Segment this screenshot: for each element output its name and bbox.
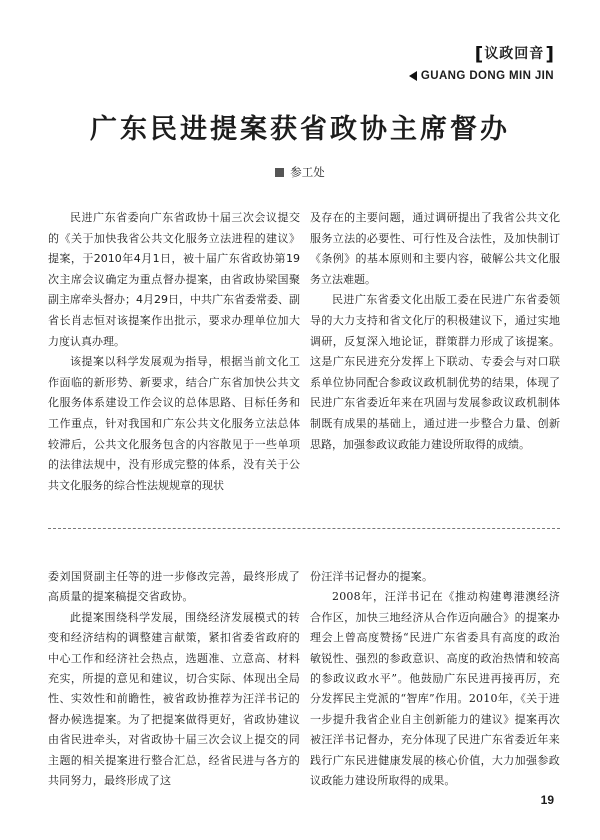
paragraph: 及存在的主要问题，通过调研提出了我省公共文化服务立法的必要性、可行性及合法性，及加快制订《条例》的基本原则和主要内容，破解公共文化服务立法难题。 xyxy=(310,211,560,286)
paragraph: 此提案围绕科学发展，围绕经济发展模式的转变和经济结构的调整建言献策，紧扣省委省政府的中心工作和经济社会热点，选题准、立意高、材料充实，所提的意见和建议，切合实际、体现出全局性、实效性和前瞻性，被省政协推荐为汪洋书记的督办候选提案。为了把提案做得更好，省政协建议由省民进牵头，对省政协十届三次会议上提交的同主题的相关提案进行整合汇总，经省民进与各方的共同努力，最终形成了这 xyxy=(48,610,300,788)
paragraph: 该提案以科学发展观为指导，根据当前文化工作面临的新形势、新要求，结合广东省加快公共文化服务体系建设工作会议的总体思路、目标任务和工作重点，针对我国和广东公共文化服务立法总体较滞后，公共文化服务包含的内容散见于一些单项的法律法规中，没有形成完整的体系，没有关于公共文化服务的综合性法规规章的现状 xyxy=(48,355,300,492)
lower-left-column xyxy=(48,567,300,791)
triangle-left-icon xyxy=(409,71,417,81)
column-tag-bracket-left: [ xyxy=(474,43,484,65)
brand-line xyxy=(409,69,554,83)
column-tag xyxy=(475,44,554,64)
column-tag-text: 议政回音 xyxy=(484,46,545,62)
lower-right-column xyxy=(310,567,560,791)
author-name: 参工处 xyxy=(290,165,325,179)
square-bullet-icon xyxy=(275,168,284,177)
brand-text: GUANG DONG MIN JIN xyxy=(420,70,554,82)
paragraph: 委刘国贤副主任等的进一步修改完善，最终形成了高质量的提案稿提交省政协。 xyxy=(48,570,300,604)
paragraph: 2008年，汪洋书记在《推动构建粤港澳经济合作区，加快三地经济从合作迈向融合》的提案办理会上曾高度赞扬“民进广东省委具有高度的政治敏锐性、强烈的参政意识、高度的政治热情和较高的参政议政水平”。他鼓励广东民进再接再厉，充分发挥民主党派的“智库”作用。2010年，《关于进一步提升我省企业自主创新能力的建议》提案再次被汪洋书记督办，充分体现了民进广东省委近年来践行广东民进健康发展的核心价值，大力加强参政议政能力建设所取得的成果。 xyxy=(310,590,560,788)
upper-right-column xyxy=(310,208,560,455)
paragraph: 份汪洋书记督办的提案。 xyxy=(310,570,434,583)
column-tag-bracket-right: ] xyxy=(545,43,554,65)
page-number: 19 xyxy=(540,793,554,807)
upper-left-column xyxy=(48,208,300,496)
paragraph: 民进广东省委文化出版工委在民进广东省委领导的大力支持和省文化厅的积极建议下，通过实地调研，反复深入地论证，群策群力形成了该提案。这是广东民进充分发挥上下联动、专委会与对口联系单位协同配合参政议政机制优势的结果，体现了民进广东省委近年来在巩固与发展参政议政机制体制既有成果的基础上，通过进一步整合力量、创新思路，加强参政议政能力建设所取得的成绩。 xyxy=(310,293,560,451)
paragraph: 民进广东省委向广东省政协十届三次会议提交的《关于加快我省公共文化服务立法进程的建议》提案，于2010年4月1日，被十届广东省政协第19次主席会议确定为重点督办提案，由省政协梁国聚副主席牵头督办；4月29日，中共广东省委常委、副省长肖志恒对该提案作出批示，要求办理单位加大力度认真办理。 xyxy=(48,211,300,348)
article-title: 广东民进提案获省政协主席督办 xyxy=(90,114,510,145)
section-divider xyxy=(48,528,560,529)
author-line xyxy=(0,164,600,180)
